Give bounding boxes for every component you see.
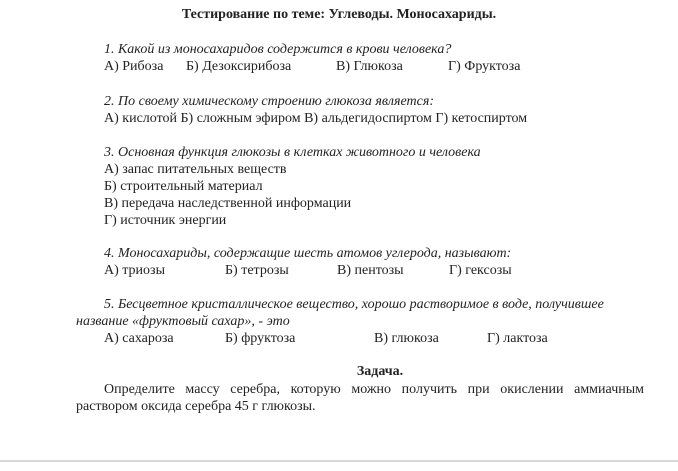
question-4 (104, 245, 574, 279)
question-1-option-a: А) Рибоза (104, 59, 164, 74)
question-5 (76, 296, 656, 347)
question-4-option-c: В) пентозы (337, 263, 404, 278)
question-3-option-c: В) передача наследственной информации (104, 196, 352, 211)
question-1-option-b: Б) Дезоксирибоза (186, 59, 292, 74)
bottom-divider (0, 460, 678, 462)
question-5-options (104, 330, 656, 347)
question-3-text: 3. Основная функция глюкозы в клетках животного и человека (104, 145, 481, 160)
question-3-option-a: А) запас питательных веществ (104, 162, 287, 177)
question-2 (104, 93, 574, 127)
page-title: Тестирование по теме: Углеводы. Моносахариды. (181, 7, 497, 22)
question-5-option-b: Б) фруктоза (225, 331, 296, 346)
question-1-option-d: Г) Фруктоза (448, 59, 521, 74)
question-4-option-d: Г) гексозы (449, 263, 512, 278)
task-title: Задача. (356, 364, 404, 379)
question-4-options (104, 262, 574, 279)
question-3-option-d: Г) источник энергии (104, 213, 227, 228)
task-text: Определите массу серебра, которую можно получить при окислении аммиачным раствором оксида серебра 45 г глюкозы. (76, 382, 644, 414)
question-1-text: 1. Какой из моносахаридов содержится в крови человека? (104, 42, 452, 57)
question-4-option-a: А) триозы (104, 263, 165, 278)
question-5-text-line1: 5. Бесцветное кристаллическое вещество, хорошо растворимое в воде, получившее (104, 297, 604, 312)
question-3 (104, 144, 574, 229)
question-5-option-a: А) сахароза (104, 331, 174, 346)
question-4-text: 4. Моносахариды, содержащие шесть атомов углерода, называют: (104, 246, 512, 261)
question-1-options (104, 58, 574, 75)
question-5-option-c: В) глюкоза (374, 331, 439, 346)
question-1 (104, 41, 574, 75)
question-1-option-c: В) Глюкоза (336, 59, 403, 74)
question-4-option-b: Б) тетрозы (225, 263, 289, 278)
question-2-text: 2. По своему химическому строению глюкоза является: (104, 94, 435, 109)
question-3-option-b: Б) строительный материал (104, 179, 263, 194)
question-5-text-line2: название «фруктовый сахар», - это (76, 314, 290, 329)
question-5-option-d: Г) лактоза (487, 331, 548, 346)
question-2-options: А) кислотой Б) сложным эфиром В) альдегидоспиртом Г) кетоспиртом (104, 111, 528, 126)
